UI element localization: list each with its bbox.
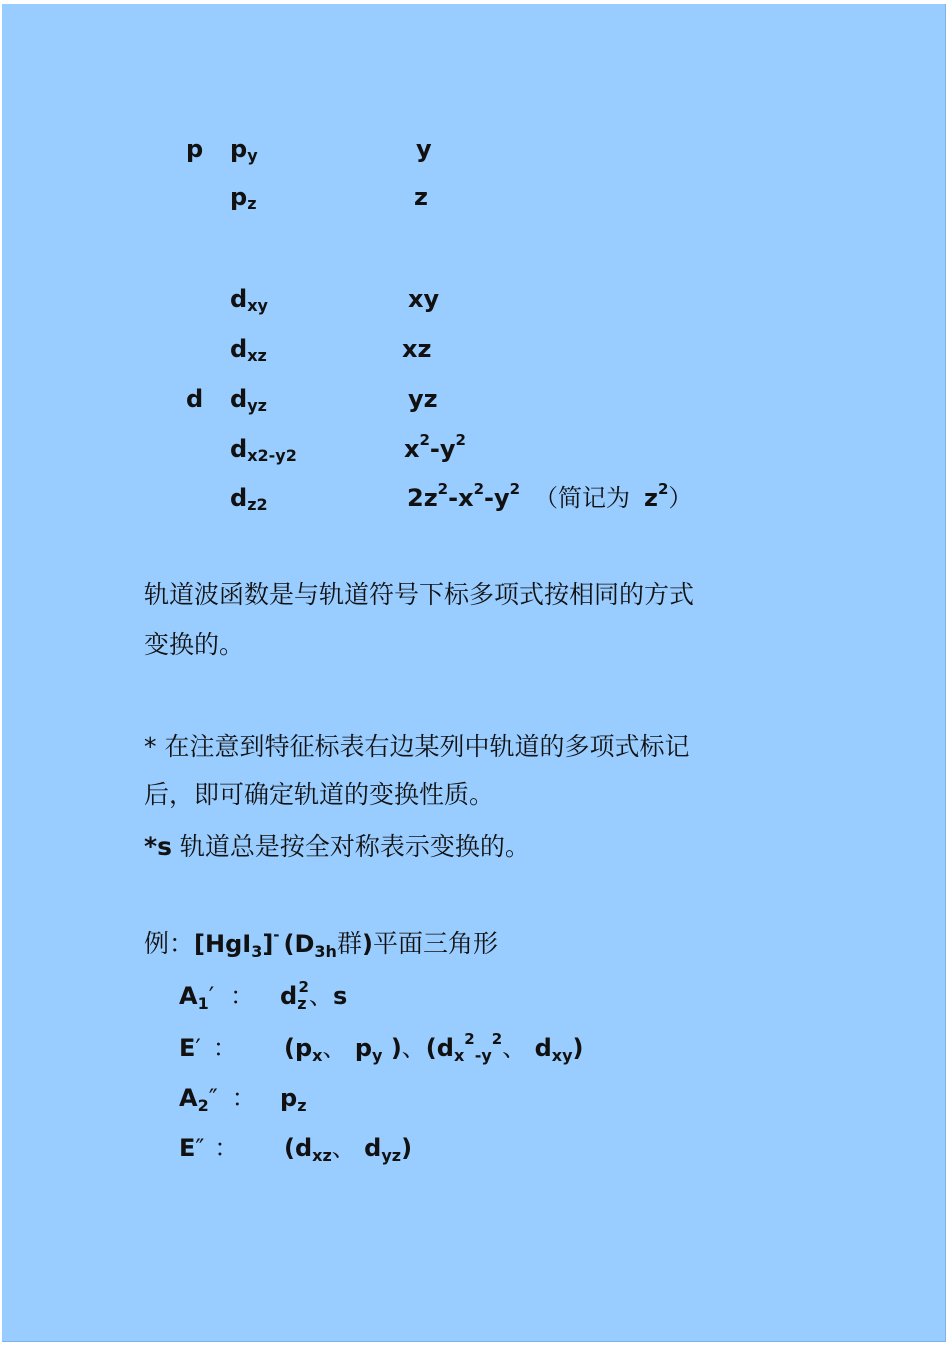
document-page [2,4,946,1342]
poly-xy: xy [408,285,440,313]
orbital-dz2: $d_{z2}$ [230,484,268,514]
p-group-label: p [186,135,204,163]
irrep-a1-prime: $A_1'$ ： [179,982,255,1013]
paragraph-3: *s 轨道总是按全对称表示变换的。 [144,832,530,861]
a1-prime-orbitals: $d_z^2$、s [280,978,348,1013]
dz2-shorthand-note: （简记为 $z^2$） [534,480,693,512]
poly-y: y [416,135,432,163]
poly-x2-y2: $x^2-y^2$ [404,431,466,463]
d-group-label: d [186,385,204,413]
a2-double-prime-orbitals: $p_z$ [280,1084,307,1115]
irrep-a2-double-prime: $A_2''$ ： [179,1084,256,1115]
paragraph-2-line-1: * 在注意到特征标表右边某列中轨道的多项式标记 [144,732,690,761]
poly-z: z [414,183,428,211]
paragraph-2-line-2: 后，即可确定轨道的变换性质。 [144,780,495,809]
irrep-e-prime: E′ ： [179,1034,237,1062]
poly-2z2-x2-y2: $2z^2-x^2-y^2$ [407,480,521,512]
orbital-pz: $p_z$ [230,183,257,213]
paragraph-1-line-1: 轨道波函数是与轨道符号下标多项式按相同的方式 [144,580,695,609]
e-double-prime-orbitals: ($d_{xz}$、 $d_{yz}$) [284,1134,413,1165]
orbital-dxy: $d_{xy}$ [230,285,268,315]
e-prime-orbitals: ($p_x$、 $p_y$ )、($d_x^2_{-y}^2$、 $d_{xy}$) [284,1030,584,1065]
poly-xz: xz [402,335,432,363]
orbital-py: $p_y$ [230,135,258,165]
orbital-dx2-y2: $d_{x2-y2}$ [230,435,297,465]
irrep-e-double-prime: E″ ： [179,1134,239,1162]
example-title: 例：[HgI$_3$]- ($D_{3h}$群)平面三角形 [144,926,498,961]
paragraph-1-line-2: 变换的。 [144,630,245,659]
orbital-dxz: $d_{xz}$ [230,335,267,365]
orbital-dyz: $d_{yz}$ [230,385,267,415]
poly-yz: yz [408,385,438,413]
